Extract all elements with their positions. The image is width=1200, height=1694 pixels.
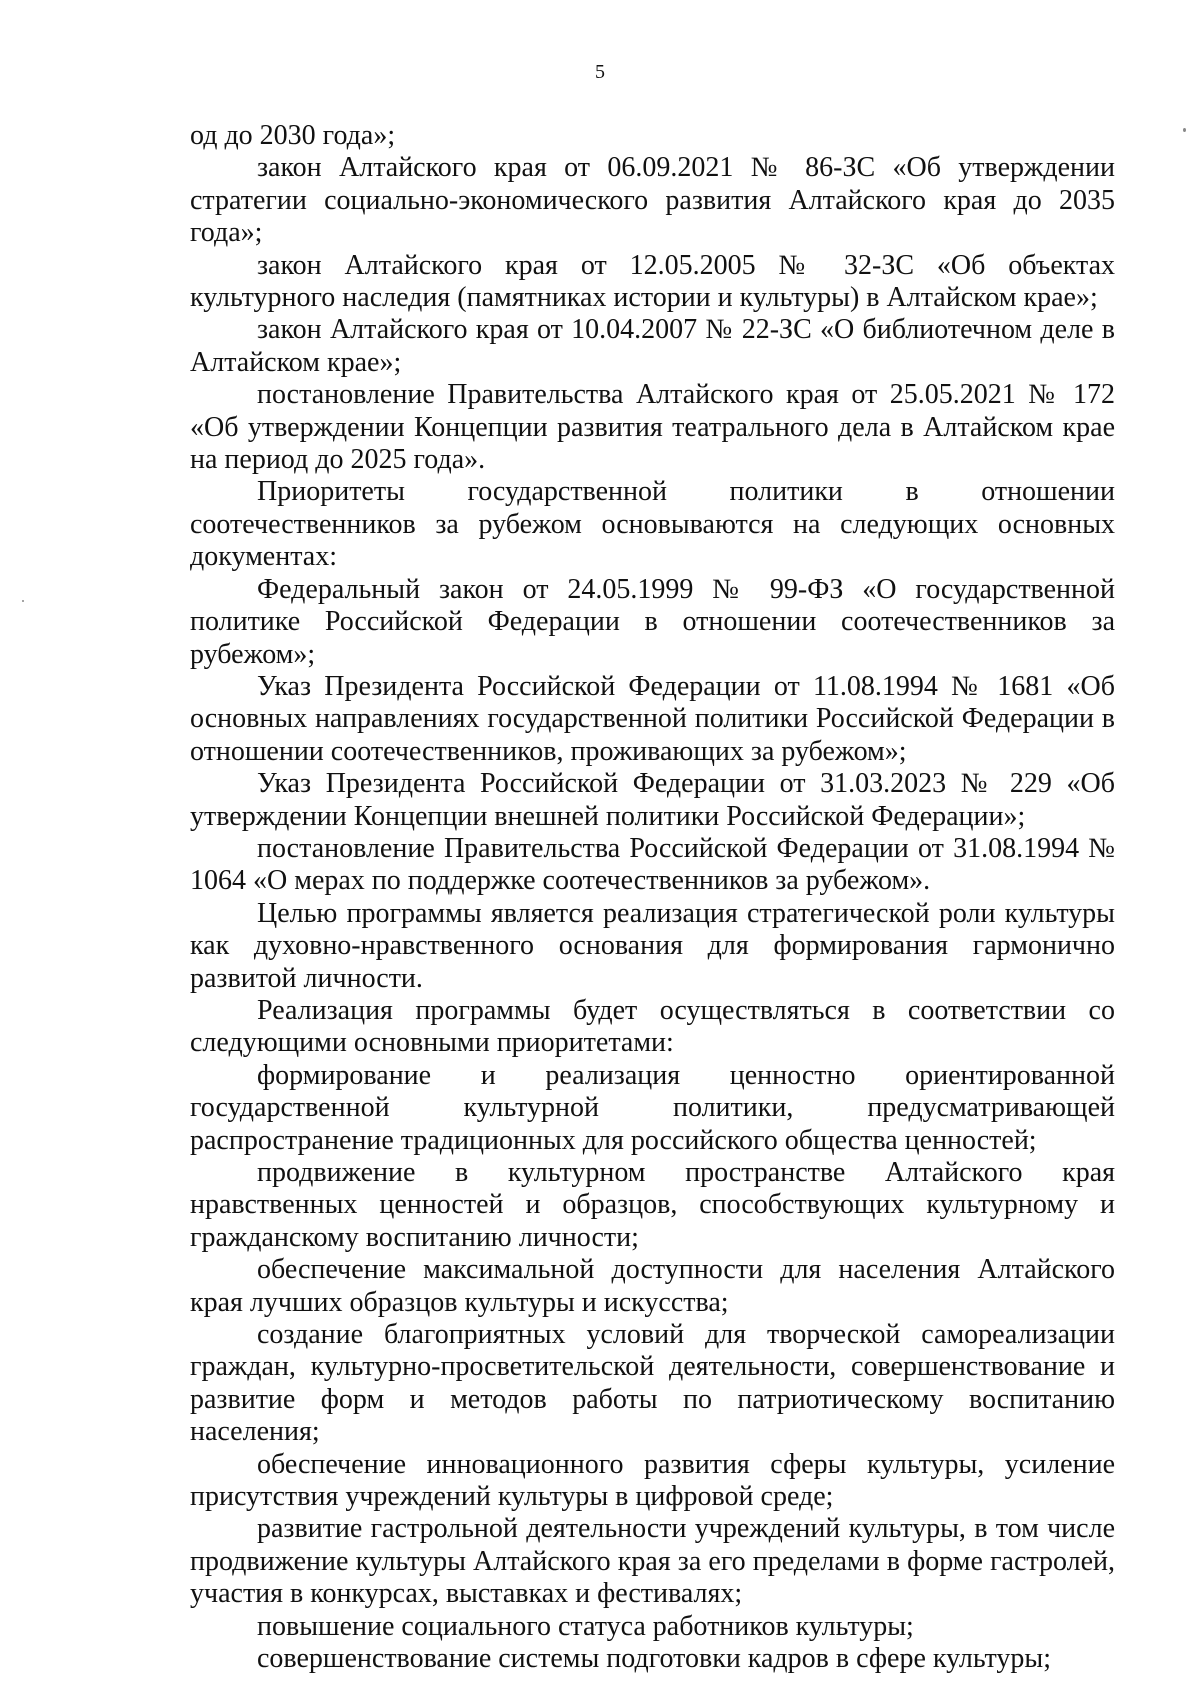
paragraph: совершенствование системы подготовки кадров в сфере культуры; [257, 1643, 1051, 1675]
paragraph: закон Алтайского края от 12.05.2005 № 32-ЗС «Об объектах культурного наследия (памятниках истории и культуры) в Алтайском крае»; [190, 249, 1115, 314]
paragraph: закон Алтайского края от 06.09.2021 № 86-ЗС «Об утверждении стратегии социально-экономического развития Алтайского края до 2035 года»; [190, 152, 1115, 249]
scan-speck [1183, 128, 1186, 132]
scan-speck [22, 600, 24, 602]
paragraph: Указ Президента Российской Федерации от 11.08.1994 № 1681 «Об основных направлениях государственной политики Российской Федерации в отношении соотечественников, проживающих за рубежом»; [190, 670, 1115, 767]
paragraph: формирование и реализация ценностно ориентированной государственной культурной политики, предусматривающей распространение традиционных для российского общества ценностей; [190, 1059, 1115, 1156]
paragraph: создание благоприятных условий для творческой самореализации граждан, культурно-просветительской деятельности, совершенствование и развитие форм и методов работы по патриотическому воспитанию населения; [190, 1319, 1115, 1448]
paragraph: Приоритеты государственной политики в отношении соотечественников за рубежом основываются на следующих основных документах: [190, 476, 1115, 573]
paragraph: повышение социального статуса работников культуры; [257, 1610, 914, 1642]
paragraph: Указ Президента Российской Федерации от 31.03.2023 № 229 «Об утверждении Концепции внешней политики Российской Федерации»; [190, 768, 1115, 832]
paragraph: закон Алтайского края от 10.04.2007 № 22-ЗС «О библиотечном деле в Алтайском крае»; [190, 314, 1115, 378]
paragraph: обеспечение инновационного развития сферы культуры, усиление присутствия учреждений культуры в цифровой среде; [190, 1448, 1115, 1513]
paragraph: од до 2030 года»; [190, 120, 396, 151]
paragraph: постановление Правительства Российской Федерации от 31.08.1994 № 1064 «О мерах по поддержке соотечественников за рубежом». [190, 832, 1115, 897]
page-number: 5 [595, 61, 605, 83]
paragraph: Реализация программы будет осуществляться в соответствии со следующими основными приоритетами: [190, 994, 1115, 1059]
paragraph: развитие гастрольной деятельности учреждений культуры, в том числе продвижение культуры Алтайского края за его пределами в форме гастролей, участия в конкурсах, выставках и фестивалях; [190, 1513, 1115, 1610]
paragraph: постановление Правительства Алтайского края от 25.05.2021 № 172 «Об утверждении Концепции развития театрального дела в Алтайском крае на период до 2025 года». [190, 379, 1115, 476]
paragraph: Федеральный закон от 24.05.1999 № 99-ФЗ «О государственной политике Российской Федерации в отношении соотечественников за рубежом»; [190, 573, 1115, 670]
paragraph: продвижение в культурном пространстве Алтайского края нравственных ценностей и образцов, способствующих культурному и гражданскому воспитанию личности; [190, 1157, 1115, 1253]
paragraph: Целью программы является реализация стратегической роли культуры как духовно-нравственного основания для формирования гармонично развитой личности. [190, 897, 1115, 994]
document-body [190, 120, 1115, 1676]
paragraph: обеспечение максимальной доступности для населения Алтайского края лучших образцов культуры и искусства; [190, 1254, 1115, 1318]
